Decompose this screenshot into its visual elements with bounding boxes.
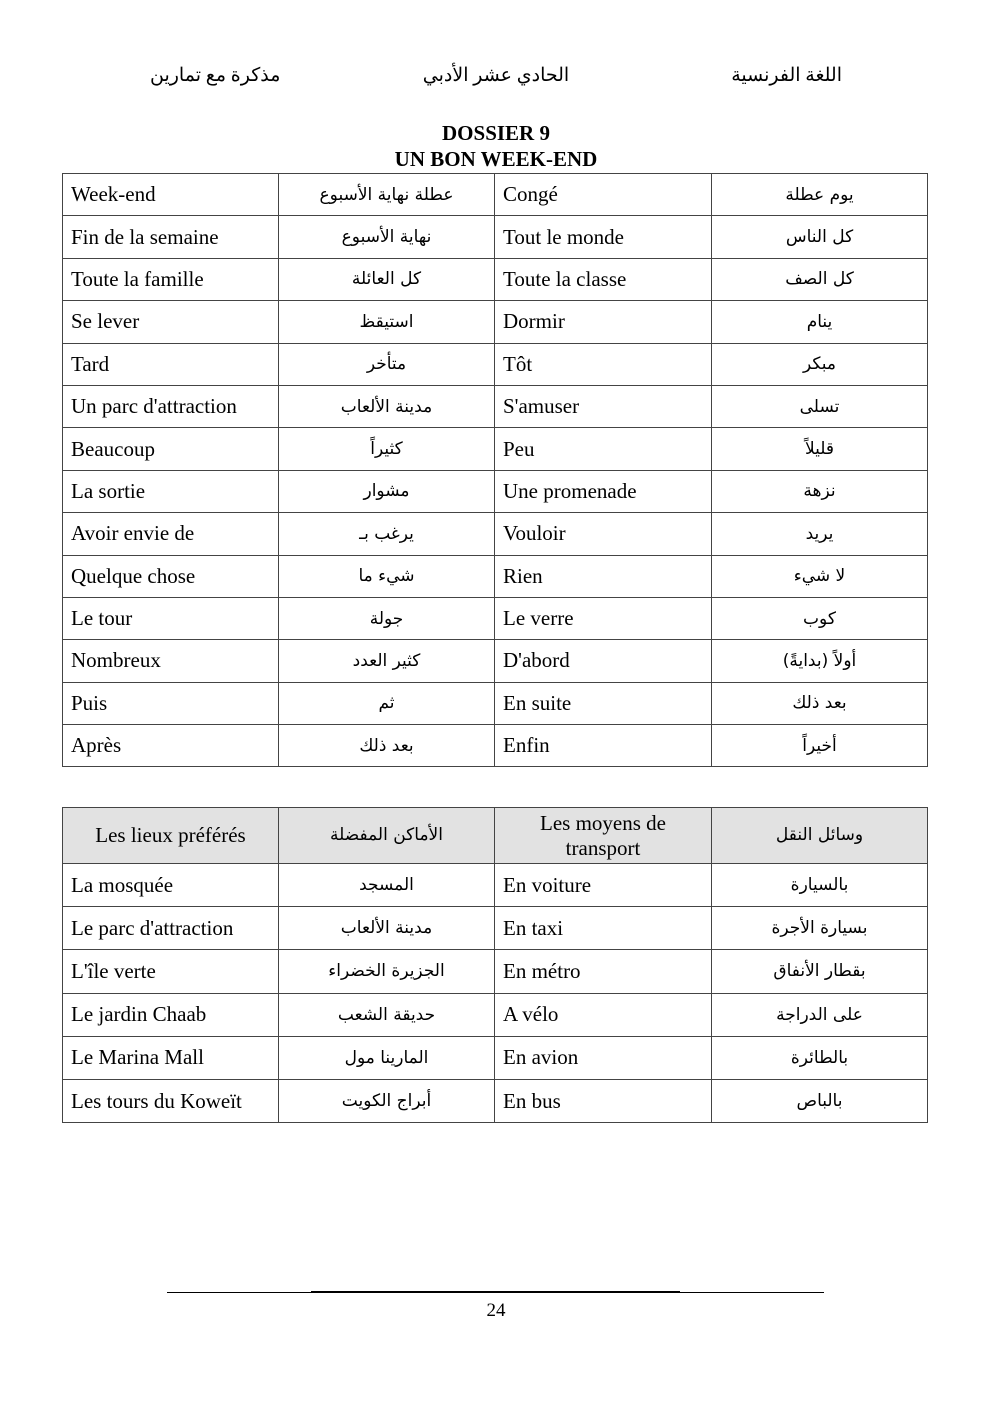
french-term: Le tour — [63, 597, 279, 639]
arabic-translation: لا شيء — [712, 555, 928, 597]
french-term: Congé — [495, 174, 712, 216]
french-term: Après — [63, 725, 279, 767]
header-right: اللغة الفرنسية — [731, 65, 842, 86]
table-row — [63, 907, 928, 950]
french-term: Dormir — [495, 301, 712, 343]
header-center: الحادي عشر الأدبي — [422, 65, 570, 86]
french-term: Le jardin Chaab — [63, 993, 279, 1036]
french-term: Tard — [63, 343, 279, 385]
french-term: Le verre — [495, 597, 712, 639]
arabic-translation: بالطائرة — [712, 1036, 928, 1079]
french-term: Tout le monde — [495, 216, 712, 258]
french-term: En voiture — [495, 864, 712, 907]
table-row — [63, 301, 928, 343]
french-term: Tôt — [495, 343, 712, 385]
footer-rule-bold — [311, 1291, 680, 1293]
arabic-translation: على الدراجة — [712, 993, 928, 1036]
table-row — [63, 385, 928, 427]
arabic-translation: أبراج الكويت — [279, 1079, 495, 1122]
arabic-translation: كل الناس — [712, 216, 928, 258]
table-row — [63, 428, 928, 470]
french-term: Toute la famille — [63, 258, 279, 300]
table-row — [63, 597, 928, 639]
arabic-translation: أخيراً — [712, 725, 928, 767]
french-term: En bus — [495, 1079, 712, 1122]
arabic-translation: بعد ذلك — [712, 682, 928, 724]
table-row — [63, 258, 928, 300]
french-term: Le Marina Mall — [63, 1036, 279, 1079]
arabic-translation: يريد — [712, 513, 928, 555]
vocabulary-table — [62, 173, 928, 767]
table-row — [63, 993, 928, 1036]
french-term: L'île verte — [63, 950, 279, 993]
arabic-translation: متأخر — [279, 343, 495, 385]
arabic-translation: أولاً (بدايةً) — [712, 640, 928, 682]
arabic-translation: كل الصف — [712, 258, 928, 300]
arabic-translation: نزهة — [712, 470, 928, 512]
french-term: Nombreux — [63, 640, 279, 682]
table-row — [63, 174, 928, 216]
arabic-translation: المارينا مول — [279, 1036, 495, 1079]
arabic-translation: مدينة الألعاب — [279, 907, 495, 950]
page-number: 24 — [486, 1300, 506, 1321]
arabic-translation: مبكر — [712, 343, 928, 385]
french-term: Enfin — [495, 725, 712, 767]
table-row — [63, 682, 928, 724]
french-term: Week-end — [63, 174, 279, 216]
table-row — [63, 640, 928, 682]
arabic-translation: الجزيرة الخضراء — [279, 950, 495, 993]
french-term: Une promenade — [495, 470, 712, 512]
french-term: La sortie — [63, 470, 279, 512]
arabic-translation: بسيارة الأجرة — [712, 907, 928, 950]
dossier-subtitle: UN BON WEEK-END — [394, 147, 598, 171]
table-row — [63, 725, 928, 767]
french-term: En avion — [495, 1036, 712, 1079]
arabic-translation: مشوار — [279, 470, 495, 512]
arabic-translation: شيء ما — [279, 555, 495, 597]
french-term: D'abord — [495, 640, 712, 682]
arabic-translation: مدينة الألعاب — [279, 385, 495, 427]
french-term: Toute la classe — [495, 258, 712, 300]
arabic-translation: المسجد — [279, 864, 495, 907]
arabic-translation: كوب — [712, 597, 928, 639]
arabic-translation: استيقظ — [279, 301, 495, 343]
arabic-translation: ثم — [279, 682, 495, 724]
arabic-translation: بقطار الأنفاق — [712, 950, 928, 993]
french-term: Rien — [495, 555, 712, 597]
french-term: En suite — [495, 682, 712, 724]
french-term: Se lever — [63, 301, 279, 343]
header-cell: Les lieux préférés — [63, 808, 279, 864]
table-row — [63, 1036, 928, 1079]
header-cell: وسائل النقل — [712, 808, 928, 864]
table-row — [63, 950, 928, 993]
french-term: En métro — [495, 950, 712, 993]
french-term: Beaucoup — [63, 428, 279, 470]
french-term: Quelque chose — [63, 555, 279, 597]
table-row — [63, 216, 928, 258]
french-term: En taxi — [495, 907, 712, 950]
table-header-row — [63, 808, 928, 864]
header-left: مذكرة مع تمارين — [150, 65, 281, 86]
table-row — [63, 343, 928, 385]
table-row — [63, 470, 928, 512]
french-term: La mosquée — [63, 864, 279, 907]
french-term: Peu — [495, 428, 712, 470]
arabic-translation: يرغب بـ — [279, 513, 495, 555]
table-row — [63, 513, 928, 555]
arabic-translation: كل العائلة — [279, 258, 495, 300]
arabic-translation: بالسيارة — [712, 864, 928, 907]
french-term: Puis — [63, 682, 279, 724]
arabic-translation: نهاية الأسبوع — [279, 216, 495, 258]
arabic-translation: يوم عطلة — [712, 174, 928, 216]
french-term: Fin de la semaine — [63, 216, 279, 258]
table-row — [63, 1079, 928, 1122]
places-transport-table — [62, 807, 928, 1123]
french-term: Le parc d'attraction — [63, 907, 279, 950]
arabic-translation: تسلى — [712, 385, 928, 427]
arabic-translation: جولة — [279, 597, 495, 639]
arabic-translation: ينام — [712, 301, 928, 343]
header-cell: الأماكن المفضلة — [279, 808, 495, 864]
table-row — [63, 864, 928, 907]
french-term: Les tours du Koweït — [63, 1079, 279, 1122]
dossier-title: DOSSIER 9 — [442, 121, 550, 145]
arabic-translation: كثير العدد — [279, 640, 495, 682]
arabic-translation: عطلة نهاية الأسبوع — [279, 174, 495, 216]
french-term: S'amuser — [495, 385, 712, 427]
arabic-translation: قليلاً — [712, 428, 928, 470]
french-term: Un parc d'attraction — [63, 385, 279, 427]
table-row — [63, 555, 928, 597]
header-cell: Les moyens de transport — [495, 808, 712, 864]
arabic-translation: حديقة الشعب — [279, 993, 495, 1036]
french-term: Vouloir — [495, 513, 712, 555]
arabic-translation: بعد ذلك — [279, 725, 495, 767]
french-term: A vélo — [495, 993, 712, 1036]
french-term: Avoir envie de — [63, 513, 279, 555]
arabic-translation: بالباص — [712, 1079, 928, 1122]
arabic-translation: كثيراً — [279, 428, 495, 470]
